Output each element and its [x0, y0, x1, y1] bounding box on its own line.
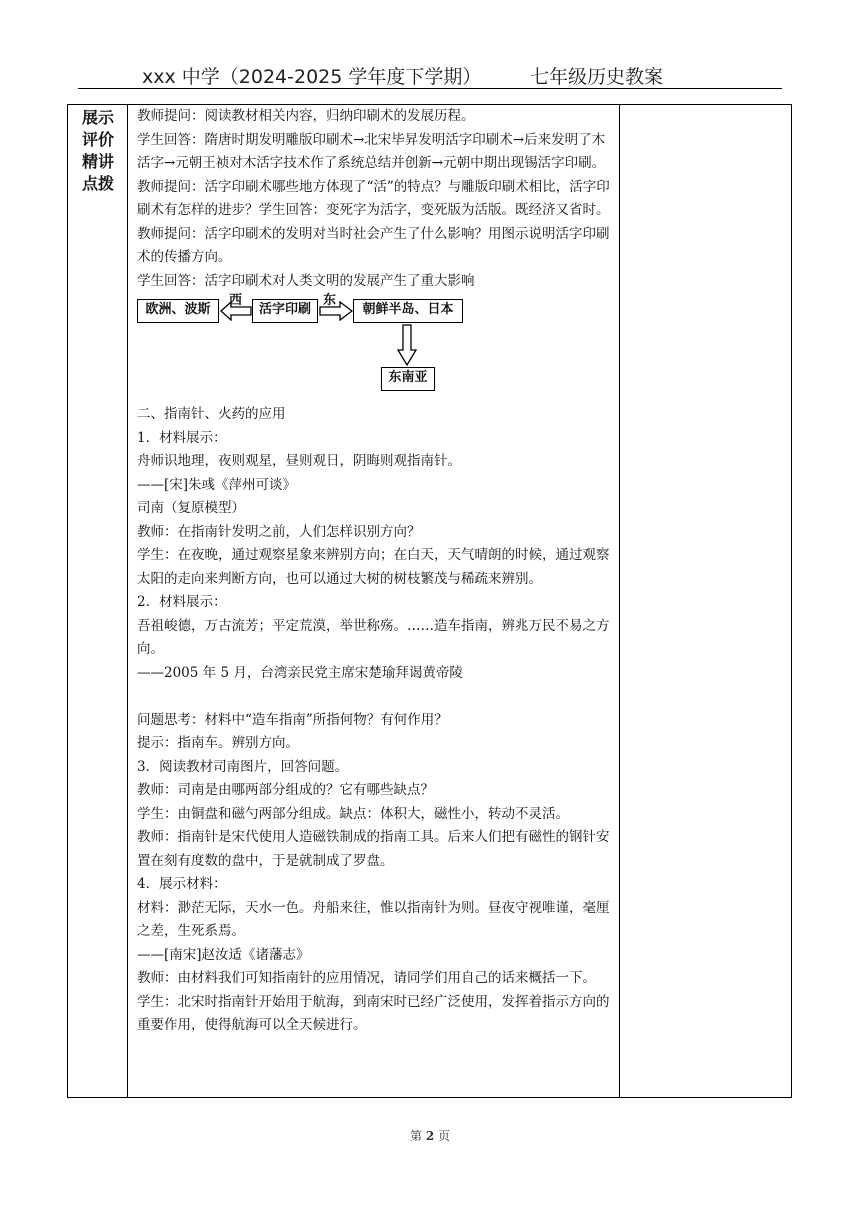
text-line: 学生回答：活字印刷术对人类文明的发展产生了重大影响: [137, 272, 475, 289]
lesson-content: [137, 105, 613, 1038]
text-line: 提示：指南车。辨别方向。: [137, 735, 299, 751]
text-line: 教师：指南针是宋代使用人造磁铁制成的指南工具。后来人们把有磁性的钢针安置在刻有度数的盘中，于是就制成了罗盘。: [137, 829, 610, 869]
text-line: ——[宋]朱彧《萍州可谈》: [137, 476, 297, 493]
east-label: 东: [323, 293, 337, 308]
text-line: 材料：渺茫无际，天水一色。舟船来往，惟以指南针为则。昼夜守视唯谨，毫厘之差，生死系焉。: [137, 899, 610, 939]
west-label: 西: [229, 293, 243, 308]
text-line: 学生：在夜晚，通过观察星象来辨别方向；在白天，天气晴朗的时候，通过观察太阳的走向来判断方向，也可以通过大树的树枝繁茂与稀疏来辨别。: [137, 547, 610, 587]
text-line: 二、指南针、火药的应用: [137, 406, 286, 422]
text-line: 教师：在指南针发明之前，人们怎样识别方向？: [137, 523, 421, 540]
page-number: 2: [425, 1129, 435, 1143]
text-line: 教师提问：活字印刷术的发明对当时社会产生了什么影响？用图示说明活字印刷术的传播方向。: [137, 225, 610, 265]
text-line: 教师提问：阅读教材相关内容，归纳印刷术的发展历程。: [137, 108, 475, 124]
section-label: 展示评价精讲点拨: [81, 108, 114, 193]
school-title: xxx 中学（2024-2025 学年度下学期）: [142, 66, 482, 88]
column-divider: [619, 105, 620, 1097]
text-line: 吾祖峻德，万古流芳；平定荒漠，举世称殇。……造车指南，辨兆万民不易之方向。: [137, 617, 610, 657]
section-label-cell: [68, 105, 128, 1097]
center-box: 活字印刷: [252, 299, 318, 323]
blank-line: [137, 685, 613, 709]
spread-diagram: [137, 295, 613, 399]
text-line: 舟师识地理，夜则观星，昼则观日，阴晦则观指南针。: [137, 453, 461, 469]
south-box: 东南亚: [381, 367, 435, 391]
text-line: 2．材料展示：: [137, 594, 227, 610]
text-line: 4．展示材料：: [137, 876, 227, 892]
footer-suffix: 页: [438, 1129, 451, 1143]
text-line: 学生：北宋时指南针开始用于航海，到南宋时已经广泛使用，发挥着指示方向的重要作用，使得航海可以全天候进行。: [137, 993, 610, 1033]
text-line: ——2005 年 5 月，台湾亲民党主席宋楚瑜拜谒黄帝陵: [137, 664, 463, 681]
page-footer: [0, 1127, 860, 1144]
text-line: 问题思考：材料中“造车指南”所指何物？有何作用？: [137, 711, 448, 728]
footer-prefix: 第: [409, 1129, 422, 1143]
text-line: 学生回答：隋唐时期发明雕版印刷术→北宋毕昇发明活字印刷术→后来发明了木活字→元朝王祯对木活字技术作了系统总结并创新→元朝中期出现锡活字印刷。: [137, 131, 606, 171]
course-title: 七年级历史教案: [530, 66, 664, 88]
west-box: 欧洲、波斯: [137, 299, 219, 323]
text-line: 教师：由材料我们可知指南针的应用情况，请同学们用自己的话来概括一下。: [137, 970, 596, 986]
page-header: [78, 60, 782, 89]
south-arrow-icon: [397, 324, 417, 366]
text-line: 教师提问：活字印刷术哪些地方体现了“活”的特点？与雕版印刷术相比，活字印刷术有怎样的进步？学生回答：变死字为活字，变死版为活版。既经济又省时。: [137, 178, 610, 218]
lesson-table: [67, 104, 792, 1098]
text-line: 3．阅读教材司南图片，回答问题。: [137, 758, 349, 775]
text-line: 教师：司南是由哪两部分组成的？它有哪些缺点？: [137, 782, 434, 798]
text-line: 司南（复原模型）: [137, 500, 245, 516]
text-line: 学生：由铜盘和磁勺两部分组成。缺点：体积大，磁性小，转动不灵活。: [137, 805, 569, 822]
text-line: ——[南宋]赵汝适《诸藩志》: [137, 946, 310, 963]
text-line: 1．材料展示：: [137, 429, 227, 446]
east-box: 朝鲜半岛、日本: [353, 299, 463, 323]
